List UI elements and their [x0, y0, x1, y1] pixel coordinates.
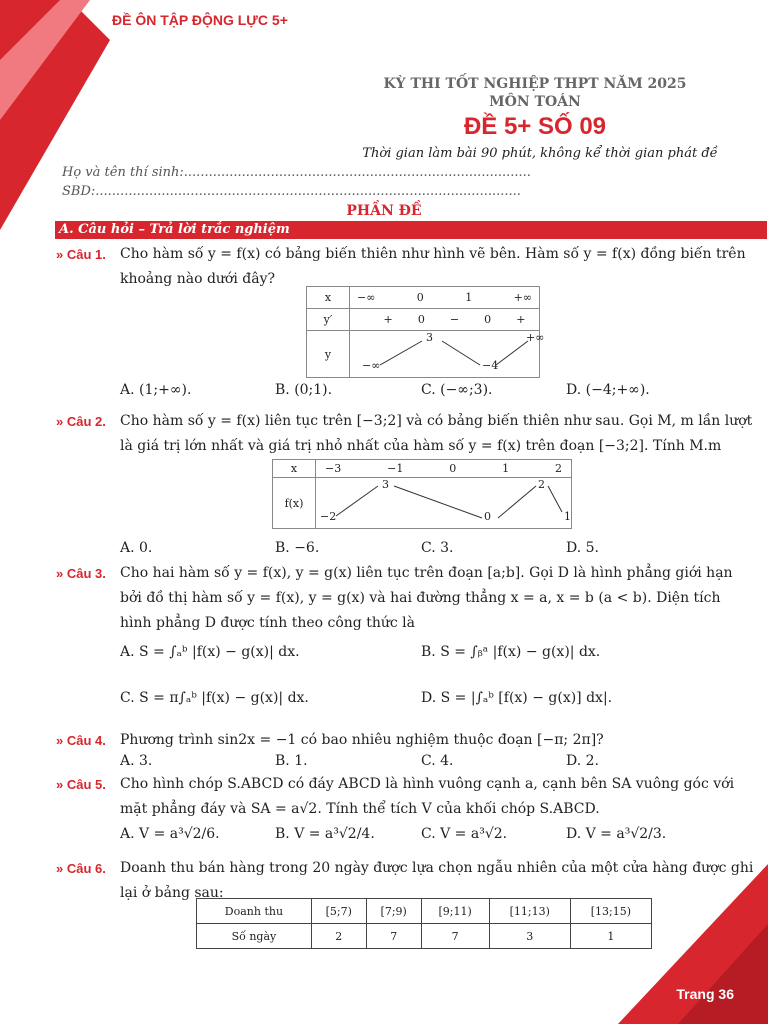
table-cell: 7 [366, 924, 421, 949]
table-header-cell: [5;7) [311, 899, 366, 924]
brand-title: ĐỀ ÔN TẬP ĐỘNG LỰC 5+ [112, 12, 288, 28]
question-text: Cho hàm số y = f(x) liên tục trên [−3;2] và có bảng biến thiên như sau. Gọi M, m lần lượt là giá trị lớn nhất và giá trị nhỏ nhất của hàm số y = f(x) trên đoạn [−3;2]. Tính M.m [120, 413, 753, 454]
question-label: » Câu 3. [56, 566, 106, 581]
option-c[interactable]: C. (−∞;3). [421, 382, 493, 398]
option-c[interactable]: C. S = π∫ₐᵇ |f(x) − g(x)| dx. [120, 690, 309, 706]
table-cell: 3 [489, 924, 570, 949]
table-cell: 1 [570, 924, 651, 949]
name-line: Họ và tên thí sinh:.................................................................................... [62, 165, 531, 180]
table-header-cell: [11;13) [489, 899, 570, 924]
table-header-cell: [9;11) [421, 899, 489, 924]
option-a[interactable]: A. 0. [120, 540, 153, 556]
subject: MÔN TOÁN [489, 94, 581, 110]
option-b[interactable]: B. −6. [275, 540, 320, 556]
option-c[interactable]: C. V = a³√2. [421, 826, 508, 842]
question-text: Cho hình chóp S.ABCD có đáy ABCD là hình vuông cạnh a, cạnh bên SA vuông góc với mặt phẳng đáy và SA = a√2. Tính thể tích V của khối chóp S.ABCD. [120, 776, 735, 817]
page-number: Trang 36 [676, 986, 734, 1002]
variation-arrows-2 [316, 478, 574, 526]
question-label: » Câu 6. [56, 861, 106, 876]
option-b[interactable]: B. (0;1). [275, 382, 333, 398]
option-b[interactable]: B. V = a³√2/4. [275, 826, 375, 842]
question-text: Doanh thu bán hàng trong 20 ngày được lựa chọn ngẫu nhiên của một cửa hàng được ghi lại ở bảng sau: [120, 860, 754, 901]
table-cell: 7 [421, 924, 489, 949]
option-d[interactable]: D. V = a³√2/3. [566, 826, 667, 842]
part-title: PHẦN ĐỀ [346, 203, 422, 219]
option-b[interactable]: B. S = ∫ᵦᵃ |f(x) − g(x)| dx. [421, 644, 601, 660]
question-label: » Câu 5. [56, 777, 106, 792]
option-a[interactable]: A. 3. [120, 753, 153, 769]
option-a[interactable]: A. V = a³√2/6. [120, 826, 220, 842]
option-c[interactable]: C. 4. [421, 753, 454, 769]
option-c[interactable]: C. 3. [421, 540, 454, 556]
revenue-table [196, 898, 652, 949]
question-text: Cho hàm số y = f(x) có bảng biến thiên như hình vẽ bên. Hàm số y = f(x) đồng biến trên khoảng nào dưới đây? [120, 246, 746, 287]
time-note: Thời gian làm bài 90 phút, không kể thời gian phát đề [362, 146, 718, 161]
option-d[interactable]: D. 2. [566, 753, 599, 769]
table-header-cell: [13;15) [570, 899, 651, 924]
question-text: Phương trình sin2x = −1 có bao nhiêu nghiệm thuộc đoạn [−π; 2π]? [120, 732, 604, 748]
question-label: » Câu 4. [56, 733, 106, 748]
option-d[interactable]: D. 5. [566, 540, 599, 556]
sbd-line: SBD:....................................................................................................... [62, 184, 521, 199]
exam-code: ĐỀ 5+ SỐ 09 [463, 113, 607, 140]
variation-table-1: x −∞ 0 1 +∞ y′ + 0 − 0 + y −∞ 3 −4 +∞ [306, 286, 540, 378]
section-bar: A. Câu hỏi – Trả lời trắc nghiệm [55, 221, 767, 239]
table-cell: Số ngày [197, 924, 312, 949]
option-d[interactable]: D. S = |∫ₐᵇ [f(x) − g(x)] dx|. [421, 690, 613, 706]
variation-table-2: x −3 −1 0 1 2 f(x) −2 3 0 2 1 [272, 459, 572, 529]
option-d[interactable]: D. (−4;+∞). [566, 382, 650, 398]
question-label: » Câu 1. [56, 247, 106, 262]
option-a[interactable]: A. (1;+∞). [120, 382, 192, 398]
exam-title: KỲ THI TỐT NGHIỆP THPT NĂM 2025 [383, 76, 687, 92]
table-cell: 2 [311, 924, 366, 949]
option-b[interactable]: B. 1. [275, 753, 308, 769]
question-text: Cho hai hàm số y = f(x), y = g(x) liên tục trên đoạn [a;b]. Gọi D là hình phẳng giới hạn bởi đồ thị hàm số y = f(x), y = g(x) và hai đường thẳng x = a, x = b (a < b). Diện tích hình phẳng D được tính theo công thức là [120, 565, 733, 631]
question-label: » Câu 2. [56, 414, 106, 429]
table-header-cell: Doanh thu [197, 899, 312, 924]
option-a[interactable]: A. S = ∫ₐᵇ |f(x) − g(x)| dx. [120, 644, 300, 660]
table-header-cell: [7;9) [366, 899, 421, 924]
